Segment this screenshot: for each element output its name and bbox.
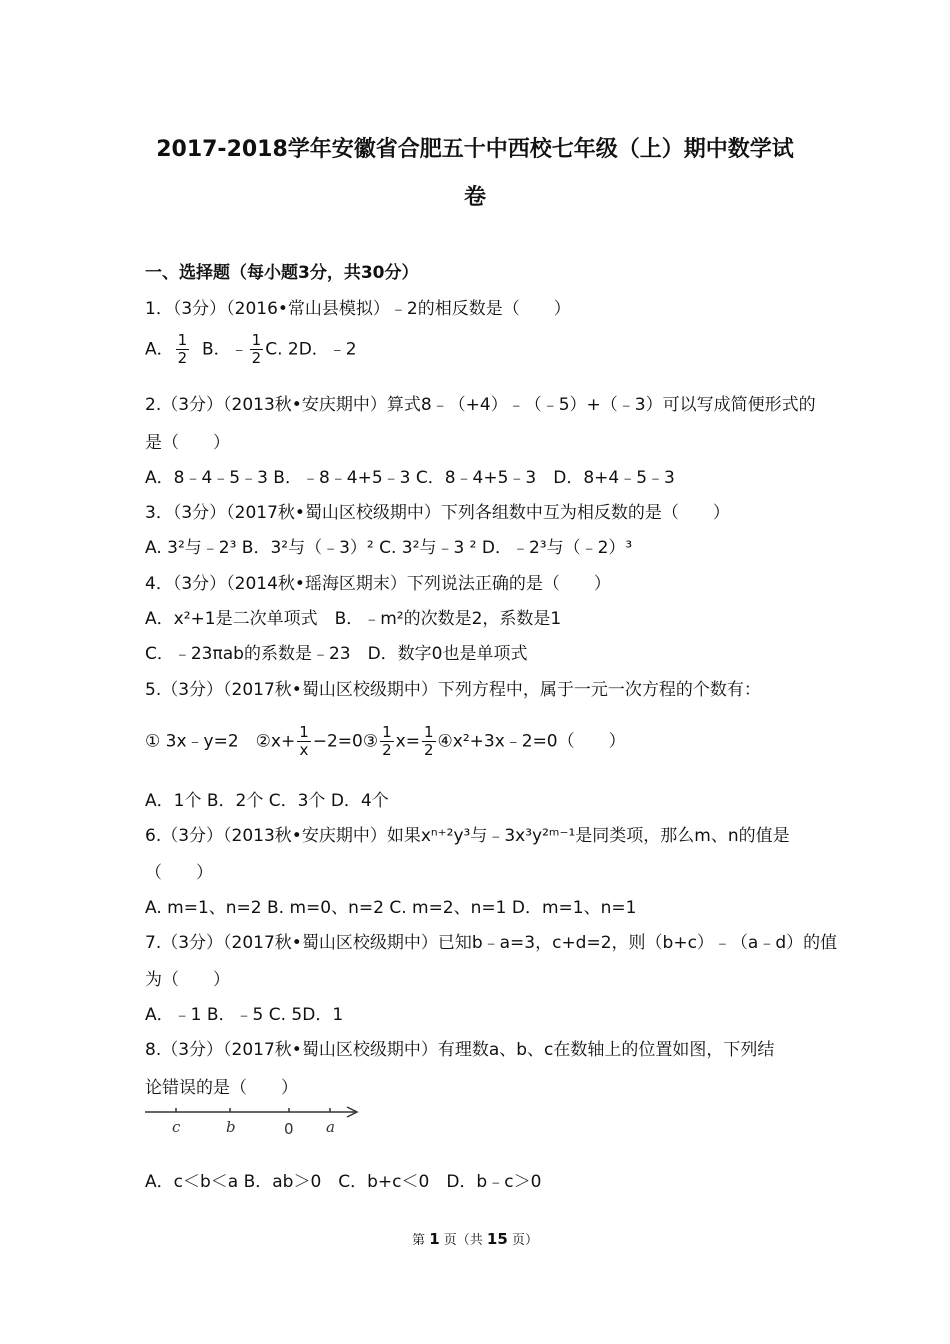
question-7-stem: 7.（3分）（2017秋•蜀山区校级期中）已知b﹣a=3，c+d=2，则（b+c）﹣（a﹣d）的值 bbox=[145, 933, 838, 953]
question-8-stem-cont: 论错误的是（ ） bbox=[145, 1078, 298, 1098]
question-1-stem: 1．（3分）（2016•常山县模拟）﹣2的相反数是（ ） bbox=[145, 299, 571, 319]
denominator: x bbox=[299, 741, 309, 759]
numerator: 1 bbox=[177, 331, 188, 349]
question-8-options: A．c＜b＜a B．ab＞0 C．b+c＜0 D．b﹣c＞0 bbox=[145, 1172, 542, 1192]
number-line-figure bbox=[143, 1100, 368, 1140]
equation-1: ① 3x﹣y=2 ②x+ bbox=[145, 731, 296, 752]
numerator: 1 bbox=[251, 331, 262, 349]
fraction bbox=[176, 332, 190, 367]
total-pages: 15 bbox=[486, 1230, 508, 1248]
current-page-number: 1 bbox=[429, 1230, 440, 1248]
question-7-stem-cont: 为（ ） bbox=[145, 970, 230, 990]
denominator: 2 bbox=[423, 741, 434, 759]
question-6-stem: 6.（3分）（2013秋•安庆期中）如果xⁿ⁺²y³与﹣3x³y²ᵐ⁻¹是同类项，那么m、n的值是 bbox=[145, 826, 790, 846]
equation-2-tail: −2=0③ bbox=[312, 731, 379, 752]
numerator: 1 bbox=[423, 723, 434, 741]
question-8-stem: 8.（3分）（2017秋•蜀山区校级期中）有理数a、b、c在数轴上的位置如图，下列结 bbox=[145, 1040, 775, 1060]
fraction bbox=[250, 332, 264, 367]
fraction bbox=[297, 724, 311, 759]
footer-text: 页（共 bbox=[443, 1233, 483, 1248]
question-3-stem: 3．（3分）（2017秋•蜀山区校级期中）下列各组数中互为相反数的是（ ） bbox=[145, 503, 730, 523]
page-title-continued: 卷 bbox=[463, 185, 486, 210]
question-5-stem: 5.（3分）（2017秋•蜀山区校级期中）下列方程中，属于一元一次方程的个数有： bbox=[145, 680, 761, 700]
footer-text: 第 bbox=[412, 1233, 426, 1248]
question-7-options: A．﹣1 B．﹣5 C. 5D．1 bbox=[145, 1005, 344, 1025]
fraction bbox=[422, 724, 436, 759]
footer-text: 页） bbox=[511, 1233, 538, 1248]
question-5-options: A．1个 B．2个 C．3个 D．4个 bbox=[145, 791, 389, 811]
option-rest: C. 2D．﹣2 bbox=[265, 339, 357, 360]
denominator: 2 bbox=[382, 741, 392, 759]
fraction bbox=[380, 724, 394, 759]
denominator: 2 bbox=[177, 349, 188, 367]
question-4-options-cd: C．﹣23πab的系数是﹣23 D．数字0也是单项式 bbox=[145, 644, 528, 664]
page-footer bbox=[0, 1229, 950, 1248]
numerator: 1 bbox=[382, 723, 392, 741]
numerator: 1 bbox=[299, 723, 309, 741]
section-heading: 一、选择题（每小题3分，共30分） bbox=[145, 263, 419, 283]
label-a: a bbox=[326, 1118, 335, 1136]
label-zero: 0 bbox=[284, 1120, 294, 1138]
option-prefix: A． bbox=[145, 339, 174, 360]
equation-3-mid: x= bbox=[395, 731, 420, 752]
question-4-options-ab: A．x²+1是二次单项式 B．﹣m²的次数是2，系数是1 bbox=[145, 609, 562, 629]
question-3-options: A. 3²与﹣2³ B．3²与（﹣3）² C. 3²与﹣3 ² D．﹣2³与（﹣2）³ bbox=[145, 538, 633, 558]
question-2-stem: 2.（3分）（2013秋•安庆期中）算式8﹣（+4）﹣（﹣5）+（﹣3）可以写成简便形式的 bbox=[145, 395, 816, 415]
question-6-options: A. m=1、n=2 B. m=0、n=2 C. m=2、n=1 D．m=1、n=1 bbox=[145, 898, 637, 918]
page-title: 2017-2018学年安徽省合肥五十中西校七年级（上）期中数学试 bbox=[156, 137, 794, 162]
option-prefix: B．﹣ bbox=[202, 339, 248, 360]
question-1-options bbox=[145, 332, 815, 367]
question-4-stem: 4．（3分）（2014秋•瑶海区期末）下列说法正确的是（ ） bbox=[145, 574, 611, 594]
question-5-equations bbox=[145, 724, 815, 759]
label-b: b bbox=[226, 1118, 236, 1136]
question-6-stem-cont: （ ） bbox=[145, 863, 213, 883]
label-c: c bbox=[172, 1118, 181, 1136]
question-2-stem-cont: 是（ ） bbox=[145, 433, 230, 453]
equation-4: ④x²+3x﹣2=0（ ） bbox=[437, 731, 626, 752]
denominator: 2 bbox=[251, 349, 262, 367]
question-2-options: A．8﹣4﹣5﹣3 B．﹣8﹣4+5﹣3 C．8﹣4+5﹣3 D．8+4﹣5﹣3 bbox=[145, 468, 675, 488]
